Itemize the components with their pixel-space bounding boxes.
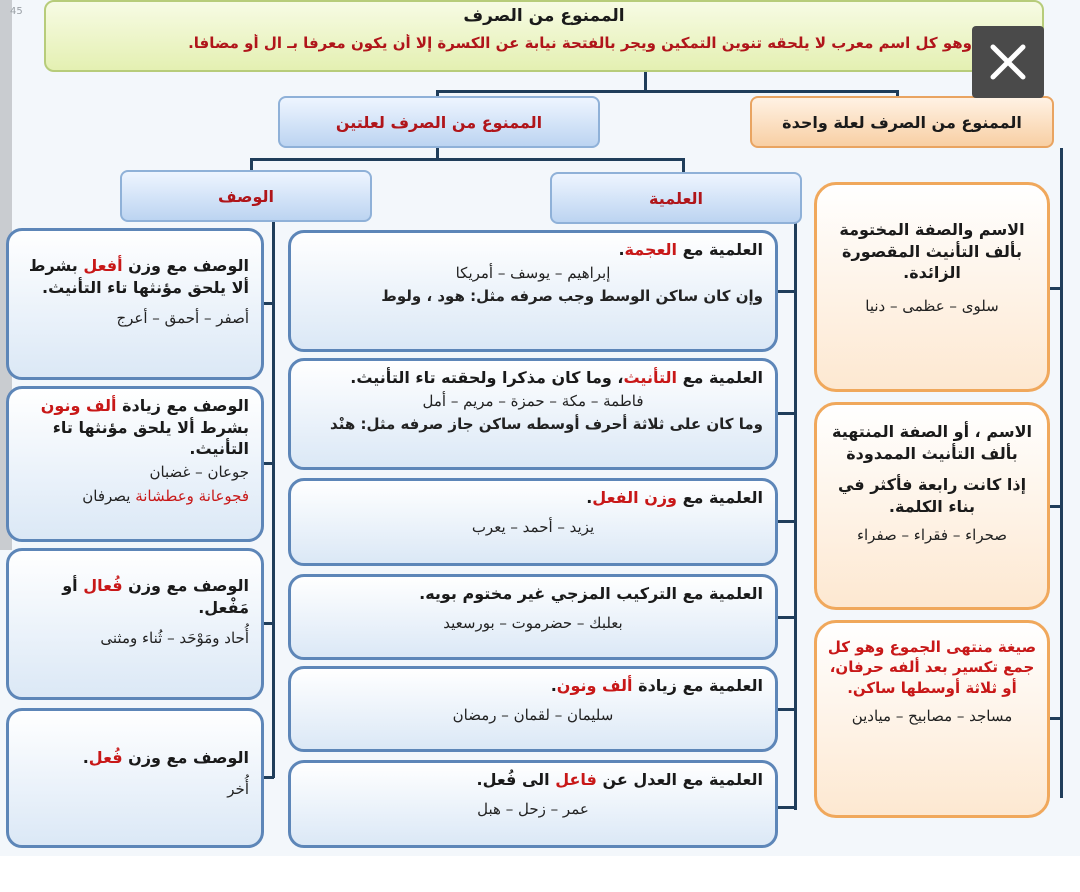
wasf-card [6,386,264,542]
connector [778,290,796,293]
connector [1048,717,1062,720]
card-heading: الاسم والصفة المختومة بألف التأنيث المقصورة الزائدة. [839,220,1025,283]
card-examples: فاطمة – مكة – حمزة – مريم – أمل [422,391,644,410]
close-icon [990,44,1026,80]
alamiya-header: العلمية [550,172,802,224]
card-examples: سلوى – عظمى – دنيا [865,296,999,315]
card-condition: إذا كانت رابعة فأكثر في بناء الكلمة. [837,475,1027,516]
alamiya-card [288,760,778,848]
card-heading: الوصف مع وزن فُعال أو مَفْعل. [62,576,249,617]
diagram-title: الممنوع من الصرف [463,6,625,26]
connector [1060,148,1063,798]
connector [272,222,275,778]
card-heading: الاسم ، أو الصفة المنتهية بألف التأنيث الممدودة [831,422,1033,463]
card-heading: العلمية مع العجمة. [618,240,763,259]
card-heading: العلمية مع التركيب المزجي غير مختوم بويه. [419,584,763,603]
connector [778,616,796,619]
card-note: فجوعانة وعطشانة يصرفان [82,486,249,505]
connector [644,72,647,92]
alamiya-card [288,230,778,352]
connector [1048,505,1062,508]
card-heading: العلمية مع التأنيث، وما كان مذكرا ولحقته تاء التأنيث. [350,368,763,387]
wasf-card [6,548,264,700]
single-cause-card [814,402,1050,610]
single-cause-card [814,620,1050,818]
card-heading: الوصف مع وزن فُعل. [82,748,249,767]
definition-text: وهو كل اسم معرب لا يلحقه تنوين التمكين ويجر بالفتحة نيابة عن الكسرة إلا أن يكون معرفا بـ ال أو مضافا. [188,34,972,52]
wasf-card [6,228,264,380]
one-cause-header: الممنوع من الصرف لعلة واحدة [750,96,1054,148]
alamiya-card [288,666,778,752]
definition-banner [44,0,1044,72]
connector [1048,287,1062,290]
alamiya-card [288,358,778,470]
card-examples: مساجد – مصابيح – ميادين [851,706,1013,725]
card-examples: بعلبك – حضرموت – بورسعيد [443,613,623,632]
connector [778,708,796,711]
connector [778,806,796,809]
card-heading: صيغة منتهى الجموع وهو كل جمع تكسير بعد ألفه حرفان، أو ثلاثة أوسطها ساكن. [827,638,1037,697]
single-cause-card [814,182,1050,392]
card-heading: العلمية مع العدل عن فاعل الى فُعل. [476,770,763,789]
card-note: وإن كان ساكن الوسط وجب صرفه مثل: هود ، ولوط [381,286,763,305]
card-note: وما كان على ثلاثة أحرف أوسطه ساكن جاز صرفه مثل: هنْد [330,414,763,433]
card-examples: عمر – زحل – هبل [477,799,589,818]
alamiya-card [288,574,778,660]
close-button[interactable] [972,26,1044,98]
card-examples: يزيد – أحمد – يعرب [471,517,595,536]
card-examples: أُحاد ومَوْحَد – ثُناء ومثنى [100,629,249,648]
connector [682,158,685,172]
connector [436,90,898,93]
card-heading: الوصف مع وزن أفعل بشرط ألا يلحق مؤنثها تاء التأنيث. [28,256,249,297]
alamiya-card [288,478,778,566]
two-causes-header: الممنوع من الصرف لعلتين [278,96,600,148]
wasf-header: الوصف [120,170,372,222]
card-examples: جوعان – غضبان [149,462,249,481]
card-examples: صحراء – فقراء – صفراء [856,526,1008,545]
wasf-card [6,708,264,848]
card-heading: العلمية مع وزن الفعل. [586,488,763,507]
connector [250,158,684,161]
card-examples: أصفر – أحمق – أعرج [116,309,249,328]
card-heading: الوصف مع زيادة ألف ونون بشرط ألا يلحق مؤنثها تاء التأنيث. [40,396,249,459]
bottom-margin [0,856,1080,892]
connector [778,412,796,415]
card-examples: سليمان – لقمان – رمضان [452,705,614,724]
card-examples: إبراهيم – يوسف – أمريكا [455,263,611,282]
connector [794,222,797,810]
connector [778,520,796,523]
card-heading: العلمية مع زيادة ألف ونون. [550,676,763,695]
page-number: 45 [10,6,23,17]
card-examples: أُخر [227,779,249,798]
